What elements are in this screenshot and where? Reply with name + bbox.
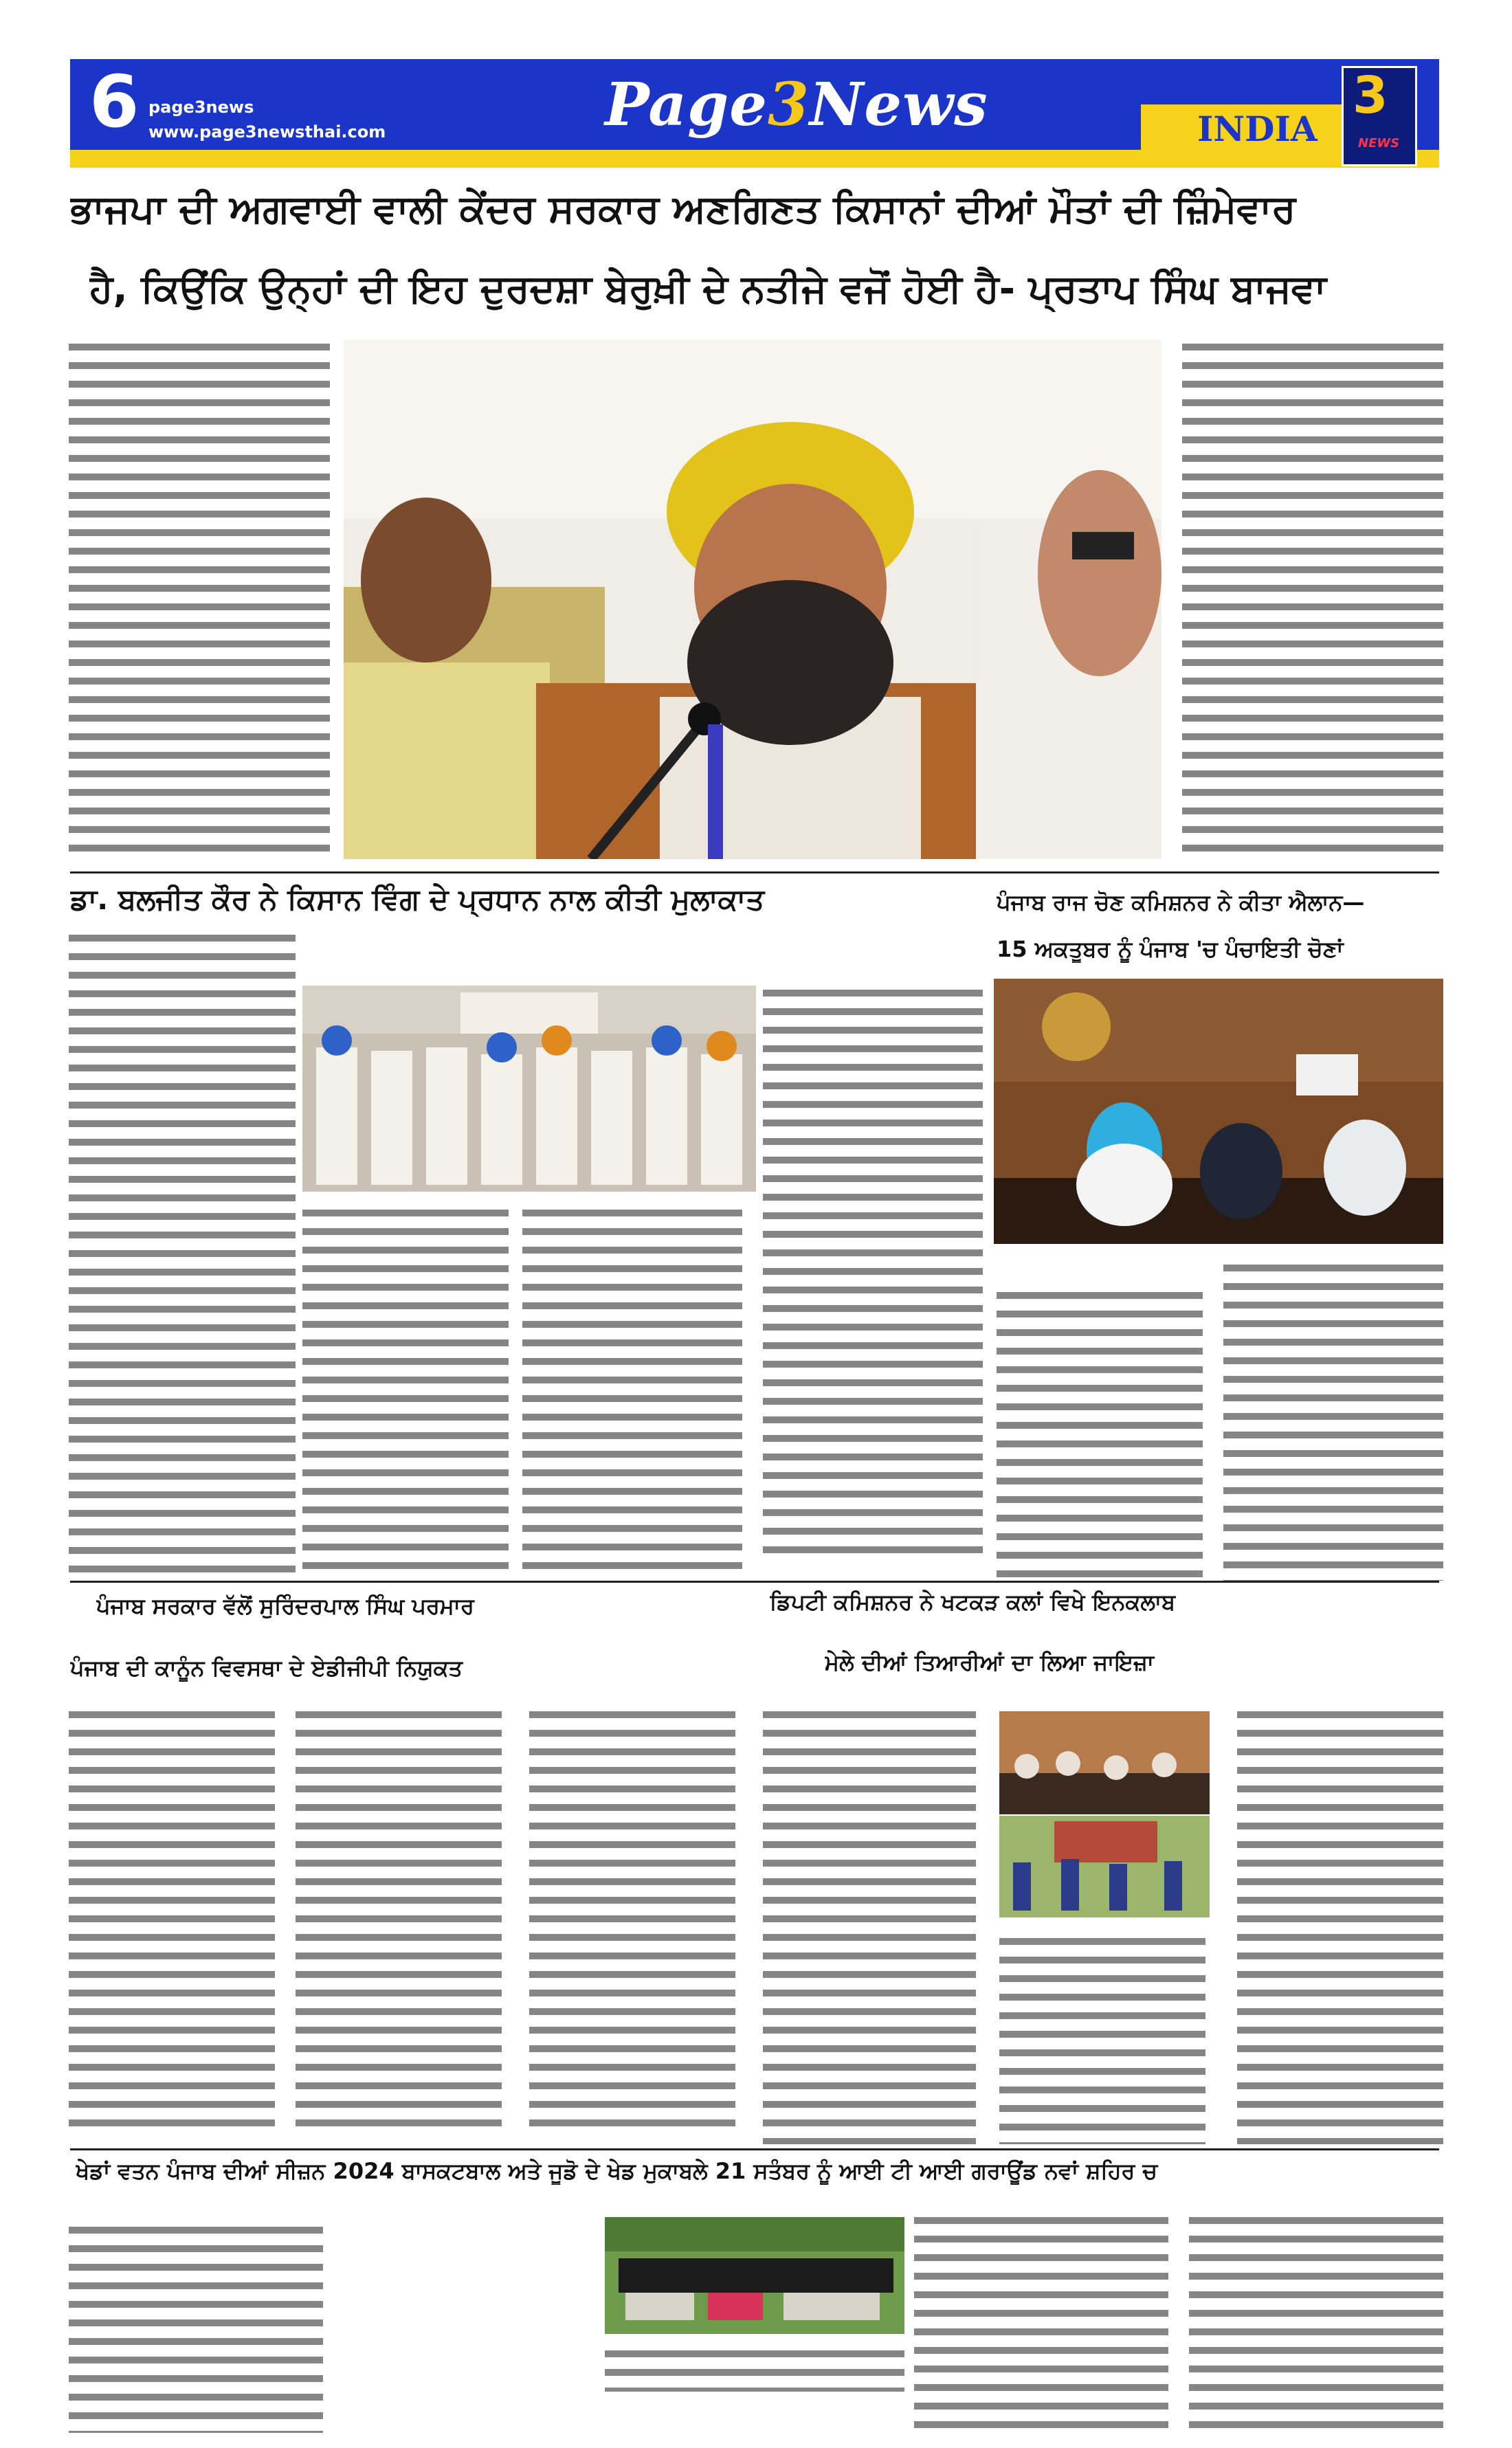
story6-text-col1 [69, 2227, 323, 2433]
story3-photo-election-commission [994, 979, 1443, 1244]
story2-headline: ਡਾ. ਬਲਜੀਤ ਕੌਰ ਨੇ ਕਿਸਾਨ ਵਿੰਗ ਦੇ ਪ੍ਰਧਾਨ ਨਾਲ ਕੀਤੀ ਮੁਲਾਕਾਤ [70, 882, 765, 916]
story5-text-col1 [763, 1711, 976, 2144]
story3-headline-line2: 15 ਅਕਤੂਬਰ ਨੂੰ ਪੰਜਾਬ 'ਚ ਪੰਚਾਇਤੀ ਚੋਣਾਂ [997, 936, 1344, 962]
story2-photo-art [302, 986, 756, 1192]
lead-photo-press-conference [344, 340, 1161, 859]
brand-badge-mark: 3 [1353, 66, 1388, 125]
brand-logo-text: Page3News [605, 70, 988, 140]
lead-story-text-right [1182, 344, 1443, 859]
story2-text-col1 [69, 935, 296, 1581]
story2-text-col2 [302, 1210, 509, 1581]
lead-story-text-left [69, 344, 330, 859]
section-rule [70, 1581, 1439, 1583]
story2-text-col4 [763, 990, 983, 1560]
story6-photo-art [605, 2217, 904, 2334]
story4-text-col1 [69, 1711, 275, 2130]
story5-headline-line2: ਮੇਲੇ ਦੀਆਂ ਤਿਆਰੀਆਂ ਦਾ ਲਿਆ ਜਾਇਜ਼ਾ [825, 1649, 1155, 1676]
story3-text-col1 [997, 1292, 1203, 1581]
story4-headline-line1: ਪੰਜਾਬ ਸਰਕਾਰ ਵੱਲੋਂ ਸੁਰਿੰਦਰਪਾਲ ਸਿੰਘ ਪਰਮਾਰ [96, 1593, 474, 1619]
story6-photo-caption [605, 2350, 904, 2392]
story5-photo-meeting [999, 1711, 1210, 1917]
story4-text-col3 [529, 1711, 735, 2130]
website-url: www.page3newsthai.com [148, 122, 386, 142]
story4-text-col2 [296, 1711, 502, 2130]
page-number: 6 [89, 60, 140, 144]
story5-headline-line1: ਡਿਪਟੀ ਕਮਿਸ਼ਨਰ ਨੇ ਖਟਕੜ ਕਲਾਂ ਵਿਖੇ ਇਨਕਲਾਬ [770, 1589, 1176, 1615]
story3-headline-line1: ਪੰਜਾਬ ਰਾਜ ਚੋਣ ਕਮਿਸ਼ਨਰ ਨੇ ਕੀਤਾ ਐਲਾਨ— [997, 889, 1365, 915]
story6-text-col2 [914, 2217, 1168, 2433]
region-label: INDIA [1197, 109, 1318, 149]
story5-photo-art [999, 1711, 1210, 1917]
story3-text-col2 [1223, 1265, 1443, 1581]
lead-headline-line2: ਹੈ, ਕਿਉਂਕਿ ਉਨ੍ਹਾਂ ਦੀ ਇਹ ਦੁਰਦਸ਼ਾ ਬੇਰੁਖ਼ੀ ਦੇ ਨਤੀਜੇ ਵਜੋਂ ਹੋਈ ਹੈ- ਪ੍ਰਤਾਪ ਸਿੰਘ ਬਾਜਵਾ [89, 267, 1326, 311]
story4-headline-line2: ਪੰਜਾਬ ਦੀ ਕਾਨੂੰਨ ਵਿਵਸਥਾ ਦੇ ਏਡੀਜੀਪੀ ਨਿਯੁਕਤ [70, 1655, 463, 1681]
story5-text-col3 [1237, 1711, 1443, 2144]
lead-headline-line1: ਭਾਜਪਾ ਦੀ ਅਗਵਾਈ ਵਾਲੀ ਕੇਂਦਰ ਸਰਕਾਰ ਅਣਗਿਣਤ ਕਿਸਾਨਾਂ ਦੀਆਂ ਮੌਤਾਂ ਦੀ ਜ਼ਿੰਮੇਵਾਰ [70, 187, 1296, 232]
lead-photo-art [344, 340, 1161, 859]
section-rule [70, 871, 1439, 874]
story5-text-col2 [999, 1938, 1205, 2144]
story6-photo-team [605, 2217, 904, 2334]
story3-photo-art [994, 979, 1443, 1244]
story2-photo-delegation [302, 986, 756, 1192]
section-rule [70, 2148, 1439, 2150]
story6-text-col3 [1189, 2217, 1443, 2433]
story6-headline: ਖੇਡਾਂ ਵਤਨ ਪੰਜਾਬ ਦੀਆਂ ਸੀਜ਼ਨ 2024 ਬਾਸਕਟਬਾਲ ਅਤੇ ਜੂਡੋ ਦੇ ਖੇਡ ਮੁਕਾਬਲੇ 21 ਸਤੰਬਰ ਨੂੰ ਆਈ ਟੀ ਆਈ ਗਰਾਊਂਡ ਨਵਾਂ ਸ਼ਹਿਰ ਚ [76, 2158, 1158, 2184]
social-handle: page3news [148, 98, 254, 117]
story2-text-col3 [522, 1210, 742, 1581]
brand-badge-tag: NEWS [1358, 136, 1400, 151]
